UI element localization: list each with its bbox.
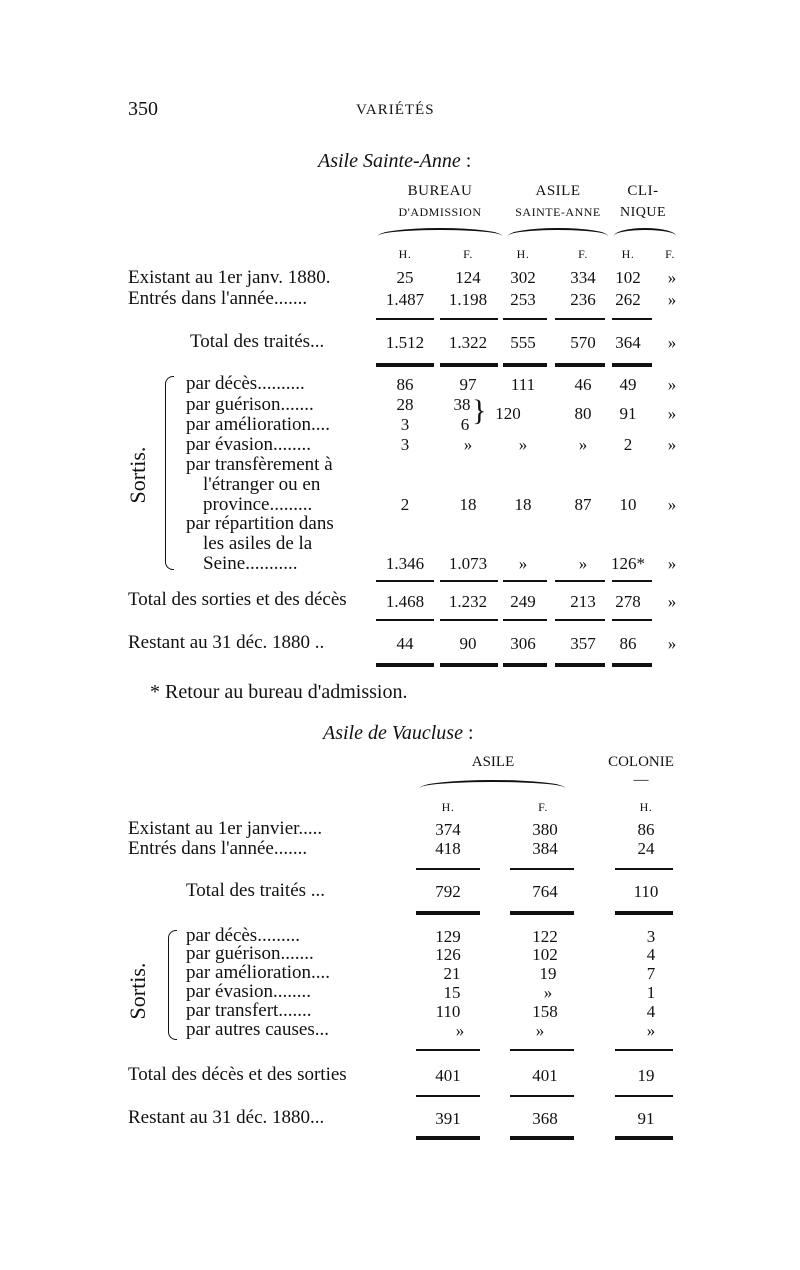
- t2-entres-v2: 24: [637, 839, 655, 858]
- t2-amelioration-label: par amélioration....: [186, 962, 331, 983]
- t2-transfert-v1: 158: [532, 1002, 558, 1021]
- t2-colonie-dash: —: [633, 772, 649, 788]
- t1-guerison-v0: 28: [396, 395, 414, 414]
- t2-total-sorties-v0: 401: [435, 1066, 461, 1085]
- t1-group-bureau-l1: BUREAU: [407, 183, 473, 199]
- t1-rule-b0: [376, 363, 434, 367]
- t1-existant-label: Existant au 1er janv. 1880.: [128, 267, 331, 288]
- t1-evasion-label: par évasion........: [186, 434, 312, 455]
- t2-rule-a0: [416, 868, 480, 870]
- t1-sub-f2: F.: [578, 247, 588, 261]
- t1-total-traites-v0: 1.512: [385, 333, 425, 352]
- t1-transf-v0: 2: [400, 495, 410, 514]
- t1-rule-e3: [555, 663, 605, 667]
- t1-restant-v0: 44: [396, 634, 414, 653]
- t1-guerison-v4: 91: [619, 404, 637, 423]
- t1-rule-d2: [503, 619, 547, 621]
- t2-rule-e1: [510, 1136, 574, 1140]
- t2-rule-c1: [510, 1049, 574, 1051]
- t1-repart-label-l2: les asiles de la: [203, 533, 313, 554]
- t2-sortis-label: Sortis.: [125, 962, 150, 1020]
- t1-guer-amel-f: 80: [574, 404, 592, 423]
- t1-total-sorties-v4: 278: [615, 592, 641, 611]
- t1-total-sorties-v5: »: [667, 592, 677, 611]
- t1-repart-v5: »: [667, 554, 677, 573]
- t2-existant-v2: 86: [637, 820, 655, 839]
- t1-repart-label-l1: par répartition dans: [186, 513, 334, 534]
- t2-entres-v0: 418: [435, 839, 461, 858]
- t1-existant-v4: 102: [615, 268, 641, 287]
- t2-rule-e2: [615, 1136, 673, 1140]
- t2-autres-v0: »: [455, 1021, 465, 1040]
- t2-rule-e0: [416, 1136, 480, 1140]
- t1-brace-clinique: [614, 228, 676, 240]
- t1-deces-v5: »: [667, 375, 677, 394]
- t2-total-traites-v0: 792: [435, 882, 461, 901]
- t1-rule-c4: [612, 580, 652, 582]
- t1-amelioration-v0: 3: [400, 415, 410, 434]
- t1-total-traites-label: Total des traités...: [190, 331, 325, 352]
- t2-entres-v1: 384: [532, 839, 558, 858]
- t1-total-traites-v3: 570: [570, 333, 596, 352]
- table2-title-b: de Vaucluse: [368, 722, 463, 744]
- t1-evasion-v2: »: [518, 435, 528, 454]
- t1-evasion-v0: 3: [400, 435, 410, 454]
- table1-title-b: Sainte-Anne: [363, 150, 461, 172]
- table2-title: [323, 722, 474, 745]
- t1-rule-e4: [612, 663, 652, 667]
- t2-guerison-label: par guérison.......: [186, 943, 314, 964]
- t1-rule-e1: [440, 663, 498, 667]
- t1-repart-v4: 126*: [611, 554, 645, 573]
- t1-rule-d3: [555, 619, 605, 621]
- t1-rule-a1: [440, 318, 498, 320]
- t1-amelioration-label: par amélioration....: [186, 414, 331, 435]
- running-title: VARIÉTÉS: [356, 102, 435, 118]
- t2-amelioration-v0: 21: [443, 964, 461, 983]
- t1-restant-v5: »: [667, 634, 677, 653]
- t2-rule-d0: [416, 1095, 480, 1097]
- t2-existant-v0: 374: [435, 820, 461, 839]
- t1-guer-amel-h: 120: [495, 404, 521, 423]
- t2-total-traites-v2: 110: [633, 882, 659, 901]
- t2-total-traites-label: Total des traités ...: [186, 880, 326, 901]
- t1-repart-v0: 1.346: [385, 554, 425, 573]
- t2-total-traites-v1: 764: [532, 882, 558, 901]
- t1-transf-v1: 18: [459, 495, 477, 514]
- t1-transf-label-l3: province.........: [203, 494, 313, 515]
- t1-entres-v3: 236: [570, 290, 596, 309]
- t2-existant-label: Existant au 1er janvier.....: [128, 818, 323, 839]
- t1-rule-a2: [503, 318, 547, 320]
- t1-sortis-brace: [165, 376, 174, 570]
- t1-transf-label-l1: par transfèrement à: [186, 454, 333, 475]
- t2-deces-label: par décès.........: [186, 925, 300, 946]
- t1-total-traites-v4: 364: [615, 333, 641, 352]
- t1-deces-v1: 97: [459, 375, 477, 394]
- t1-group-asile-l2: SAINTE-ANNE: [515, 205, 601, 219]
- t2-sub-h1: H.: [441, 800, 455, 814]
- t1-rule-a0: [376, 318, 434, 320]
- footnote: * Retour au bureau d'admission.: [150, 681, 408, 703]
- t2-sub-f1: F.: [538, 800, 548, 814]
- t1-rule-b3: [555, 363, 605, 367]
- t2-restant-v2: 91: [637, 1109, 655, 1128]
- t1-entres-v4: 262: [615, 290, 641, 309]
- t2-autres-v1: »: [535, 1021, 545, 1040]
- t2-evasion-v0: 15: [443, 983, 461, 1002]
- t1-entres-v0: 1.487: [385, 290, 425, 309]
- t1-group-bureau-l2: D'ADMISSION: [398, 205, 482, 219]
- page-number: 350: [128, 98, 158, 120]
- t1-total-sorties-v0: 1.468: [385, 592, 425, 611]
- t1-deces-v0: 86: [396, 375, 414, 394]
- t1-restant-v4: 86: [619, 634, 637, 653]
- t2-sub-h2: H.: [639, 800, 653, 814]
- t1-deces-v2: 111: [510, 375, 536, 394]
- t1-transf-v5: »: [667, 495, 677, 514]
- t1-repart-v1: 1.073: [448, 554, 488, 573]
- t1-sub-f1: F.: [463, 247, 473, 261]
- t2-transfert-v0: 110: [435, 1002, 461, 1021]
- t2-autres-v2: »: [646, 1021, 656, 1040]
- t1-rule-c3: [555, 580, 605, 582]
- t1-rule-c1: [440, 580, 498, 582]
- table1-title-colon: :: [465, 150, 472, 172]
- t1-entres-v1: 1.198: [448, 290, 488, 309]
- t2-rule-b1: [510, 911, 574, 915]
- t1-total-sorties-label: Total des sorties et des décès: [128, 589, 347, 610]
- t1-entres-label: Entrés dans l'année.......: [128, 288, 308, 309]
- table2-title-a: Asile: [323, 722, 363, 744]
- t1-guer-amel-brace: }: [472, 394, 487, 427]
- t2-amelioration-v1: 19: [539, 964, 557, 983]
- table1-title: [318, 150, 471, 173]
- t1-sub-h3: H.: [621, 247, 635, 261]
- t2-guerison-v0: 126: [435, 945, 461, 964]
- t2-rule-b2: [615, 911, 673, 915]
- t1-rule-a4: [612, 318, 652, 320]
- t1-rule-b4: [612, 363, 652, 367]
- t2-total-sorties-label: Total des décès et des sorties: [128, 1064, 347, 1085]
- t1-deces-v4: 49: [619, 375, 637, 394]
- t2-evasion-v1: »: [543, 983, 553, 1002]
- t1-deces-v3: 46: [574, 375, 592, 394]
- t2-guerison-v2: 4: [646, 945, 656, 964]
- t2-transfert-label: par transfert.......: [186, 1000, 312, 1021]
- t1-rule-e0: [376, 663, 434, 667]
- t2-rule-c2: [615, 1049, 673, 1051]
- t1-rule-d0: [376, 619, 434, 621]
- t2-transfert-v2: 4: [646, 1002, 656, 1021]
- t1-guerison-v1: 38: [453, 395, 471, 414]
- t2-rule-d1: [510, 1095, 574, 1097]
- t2-restant-v1: 368: [532, 1109, 558, 1128]
- t1-repart-v2: »: [518, 554, 528, 573]
- t1-rule-d4: [612, 619, 652, 621]
- t2-rule-a1: [510, 868, 574, 870]
- t1-rule-e2: [503, 663, 547, 667]
- t1-restant-v2: 306: [510, 634, 536, 653]
- t1-brace-bureau: [378, 228, 502, 240]
- t1-rule-b2: [503, 363, 547, 367]
- t1-deces-label: par décès..........: [186, 373, 305, 394]
- table2-title-colon: :: [467, 722, 474, 744]
- t2-group-colonie: COLONIE: [608, 754, 674, 770]
- t2-existant-v1: 380: [532, 820, 558, 839]
- t1-transf-v2: 18: [514, 495, 532, 514]
- t1-amelioration-v1: 6: [460, 415, 470, 434]
- t1-rule-d1: [440, 619, 498, 621]
- t2-deces-v1: 122: [532, 927, 558, 946]
- t2-rule-a2: [615, 868, 673, 870]
- t2-deces-v2: 3: [646, 927, 656, 946]
- t1-entres-v5: »: [667, 290, 677, 309]
- t1-existant-v1: 124: [455, 268, 481, 287]
- t1-evasion-v4: 2: [623, 435, 633, 454]
- table1-title-a: Asile: [318, 150, 358, 172]
- t1-evasion-v3: »: [578, 435, 588, 454]
- t1-restant-v3: 357: [570, 634, 596, 653]
- t1-rule-a3: [555, 318, 605, 320]
- t1-rule-b1: [440, 363, 498, 367]
- t1-total-traites-v2: 555: [510, 333, 536, 352]
- t1-sub-h1: H.: [398, 247, 412, 261]
- t1-sortis-label: Sortis.: [125, 446, 150, 504]
- t1-existant-v2: 302: [510, 268, 536, 287]
- t2-rule-b0: [416, 911, 480, 915]
- t2-deces-v0: 129: [435, 927, 461, 946]
- t1-total-sorties-v3: 213: [570, 592, 596, 611]
- t1-rule-c0: [376, 580, 434, 582]
- t1-evasion-v5: »: [667, 435, 677, 454]
- t2-total-sorties-v1: 401: [532, 1066, 558, 1085]
- t2-guerison-v1: 102: [532, 945, 558, 964]
- t1-transf-v3: 87: [574, 495, 592, 514]
- t1-sub-f3: F.: [665, 247, 675, 261]
- t2-entres-label: Entrés dans l'année.......: [128, 838, 308, 859]
- t1-repart-label-l3: Seine...........: [203, 553, 298, 574]
- t1-evasion-v1: »: [463, 435, 473, 454]
- t1-guerison-v5: »: [667, 404, 677, 423]
- t2-rule-d2: [615, 1095, 673, 1097]
- t1-existant-v3: 334: [570, 268, 596, 287]
- t1-group-clinique-l1: CLI-: [627, 183, 659, 199]
- t1-group-asile-l1: ASILE: [535, 183, 581, 199]
- t1-rule-c2: [503, 580, 547, 582]
- t1-existant-v0: 25: [396, 268, 414, 287]
- t1-total-sorties-v1: 1.232: [448, 592, 488, 611]
- t1-restant-label: Restant au 31 déc. 1880 ..: [128, 632, 325, 653]
- t1-transf-v4: 10: [619, 495, 637, 514]
- t1-group-clinique-l2: NIQUE: [619, 205, 667, 220]
- t1-restant-v1: 90: [459, 634, 477, 653]
- t1-existant-v5: »: [667, 268, 677, 287]
- t1-repart-v3: »: [578, 554, 588, 573]
- t2-rule-c0: [416, 1049, 480, 1051]
- t1-guerison-label: par guérison.......: [186, 394, 314, 415]
- t1-total-traites-v5: »: [667, 333, 677, 352]
- t2-evasion-label: par évasion........: [186, 981, 312, 1002]
- t2-restant-v0: 391: [435, 1109, 461, 1128]
- t1-total-sorties-v2: 249: [510, 592, 536, 611]
- t1-total-traites-v1: 1.322: [448, 333, 488, 352]
- t1-sub-h2: H.: [516, 247, 530, 261]
- t2-brace-asile: [420, 780, 565, 792]
- t1-brace-asile: [508, 228, 608, 240]
- t2-sortis-brace: [168, 930, 177, 1040]
- t2-restant-label: Restant au 31 déc. 1880...: [128, 1107, 325, 1128]
- t2-total-sorties-v2: 19: [637, 1066, 655, 1085]
- t1-entres-v2: 253: [510, 290, 536, 309]
- t1-transf-label-l2: l'étranger ou en: [203, 474, 321, 495]
- t2-amelioration-v2: 7: [646, 964, 656, 983]
- t2-group-asile: ASILE: [471, 754, 515, 770]
- t2-evasion-v2: 1: [646, 983, 656, 1002]
- t2-autres-label: par autres causes...: [186, 1019, 329, 1040]
